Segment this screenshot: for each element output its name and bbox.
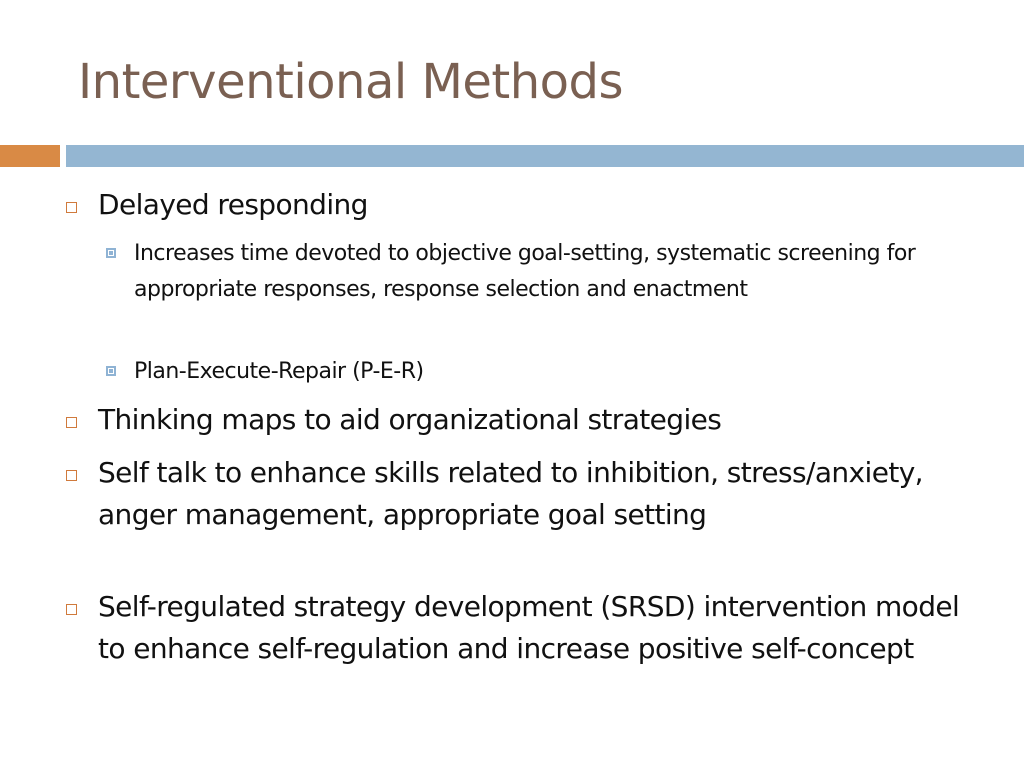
square-bullet-icon (66, 470, 77, 481)
title-divider-bar (66, 145, 1024, 167)
bullet-item: Self-regulated strategy development (SRSD) intervention model to enhance self-regulation and increase positive self-concept (98, 590, 960, 665)
sub-bullet-item: Increases time devoted to objective goal-setting, systematic screening for appropriate responses, response selection and enactment (134, 241, 916, 302)
square-bullet-icon (66, 417, 77, 428)
square-bullet-icon (66, 604, 77, 615)
title-accent-bar (0, 145, 60, 167)
sub-bullet-item: Plan-Execute-Repair (P-E-R) (134, 359, 424, 384)
square-bullet-icon (66, 202, 77, 213)
filled-square-bullet-icon (106, 366, 116, 376)
bullet-item: Self talk to enhance skills related to inhibition, stress/anxiety, anger management, appropriate goal setting (98, 456, 923, 531)
bullet-item: Thinking maps to aid organizational strategies (98, 403, 722, 436)
bullet-item: Delayed responding (98, 188, 368, 221)
filled-square-bullet-icon (106, 248, 116, 258)
slide-title: Interventional Methods (78, 54, 624, 110)
